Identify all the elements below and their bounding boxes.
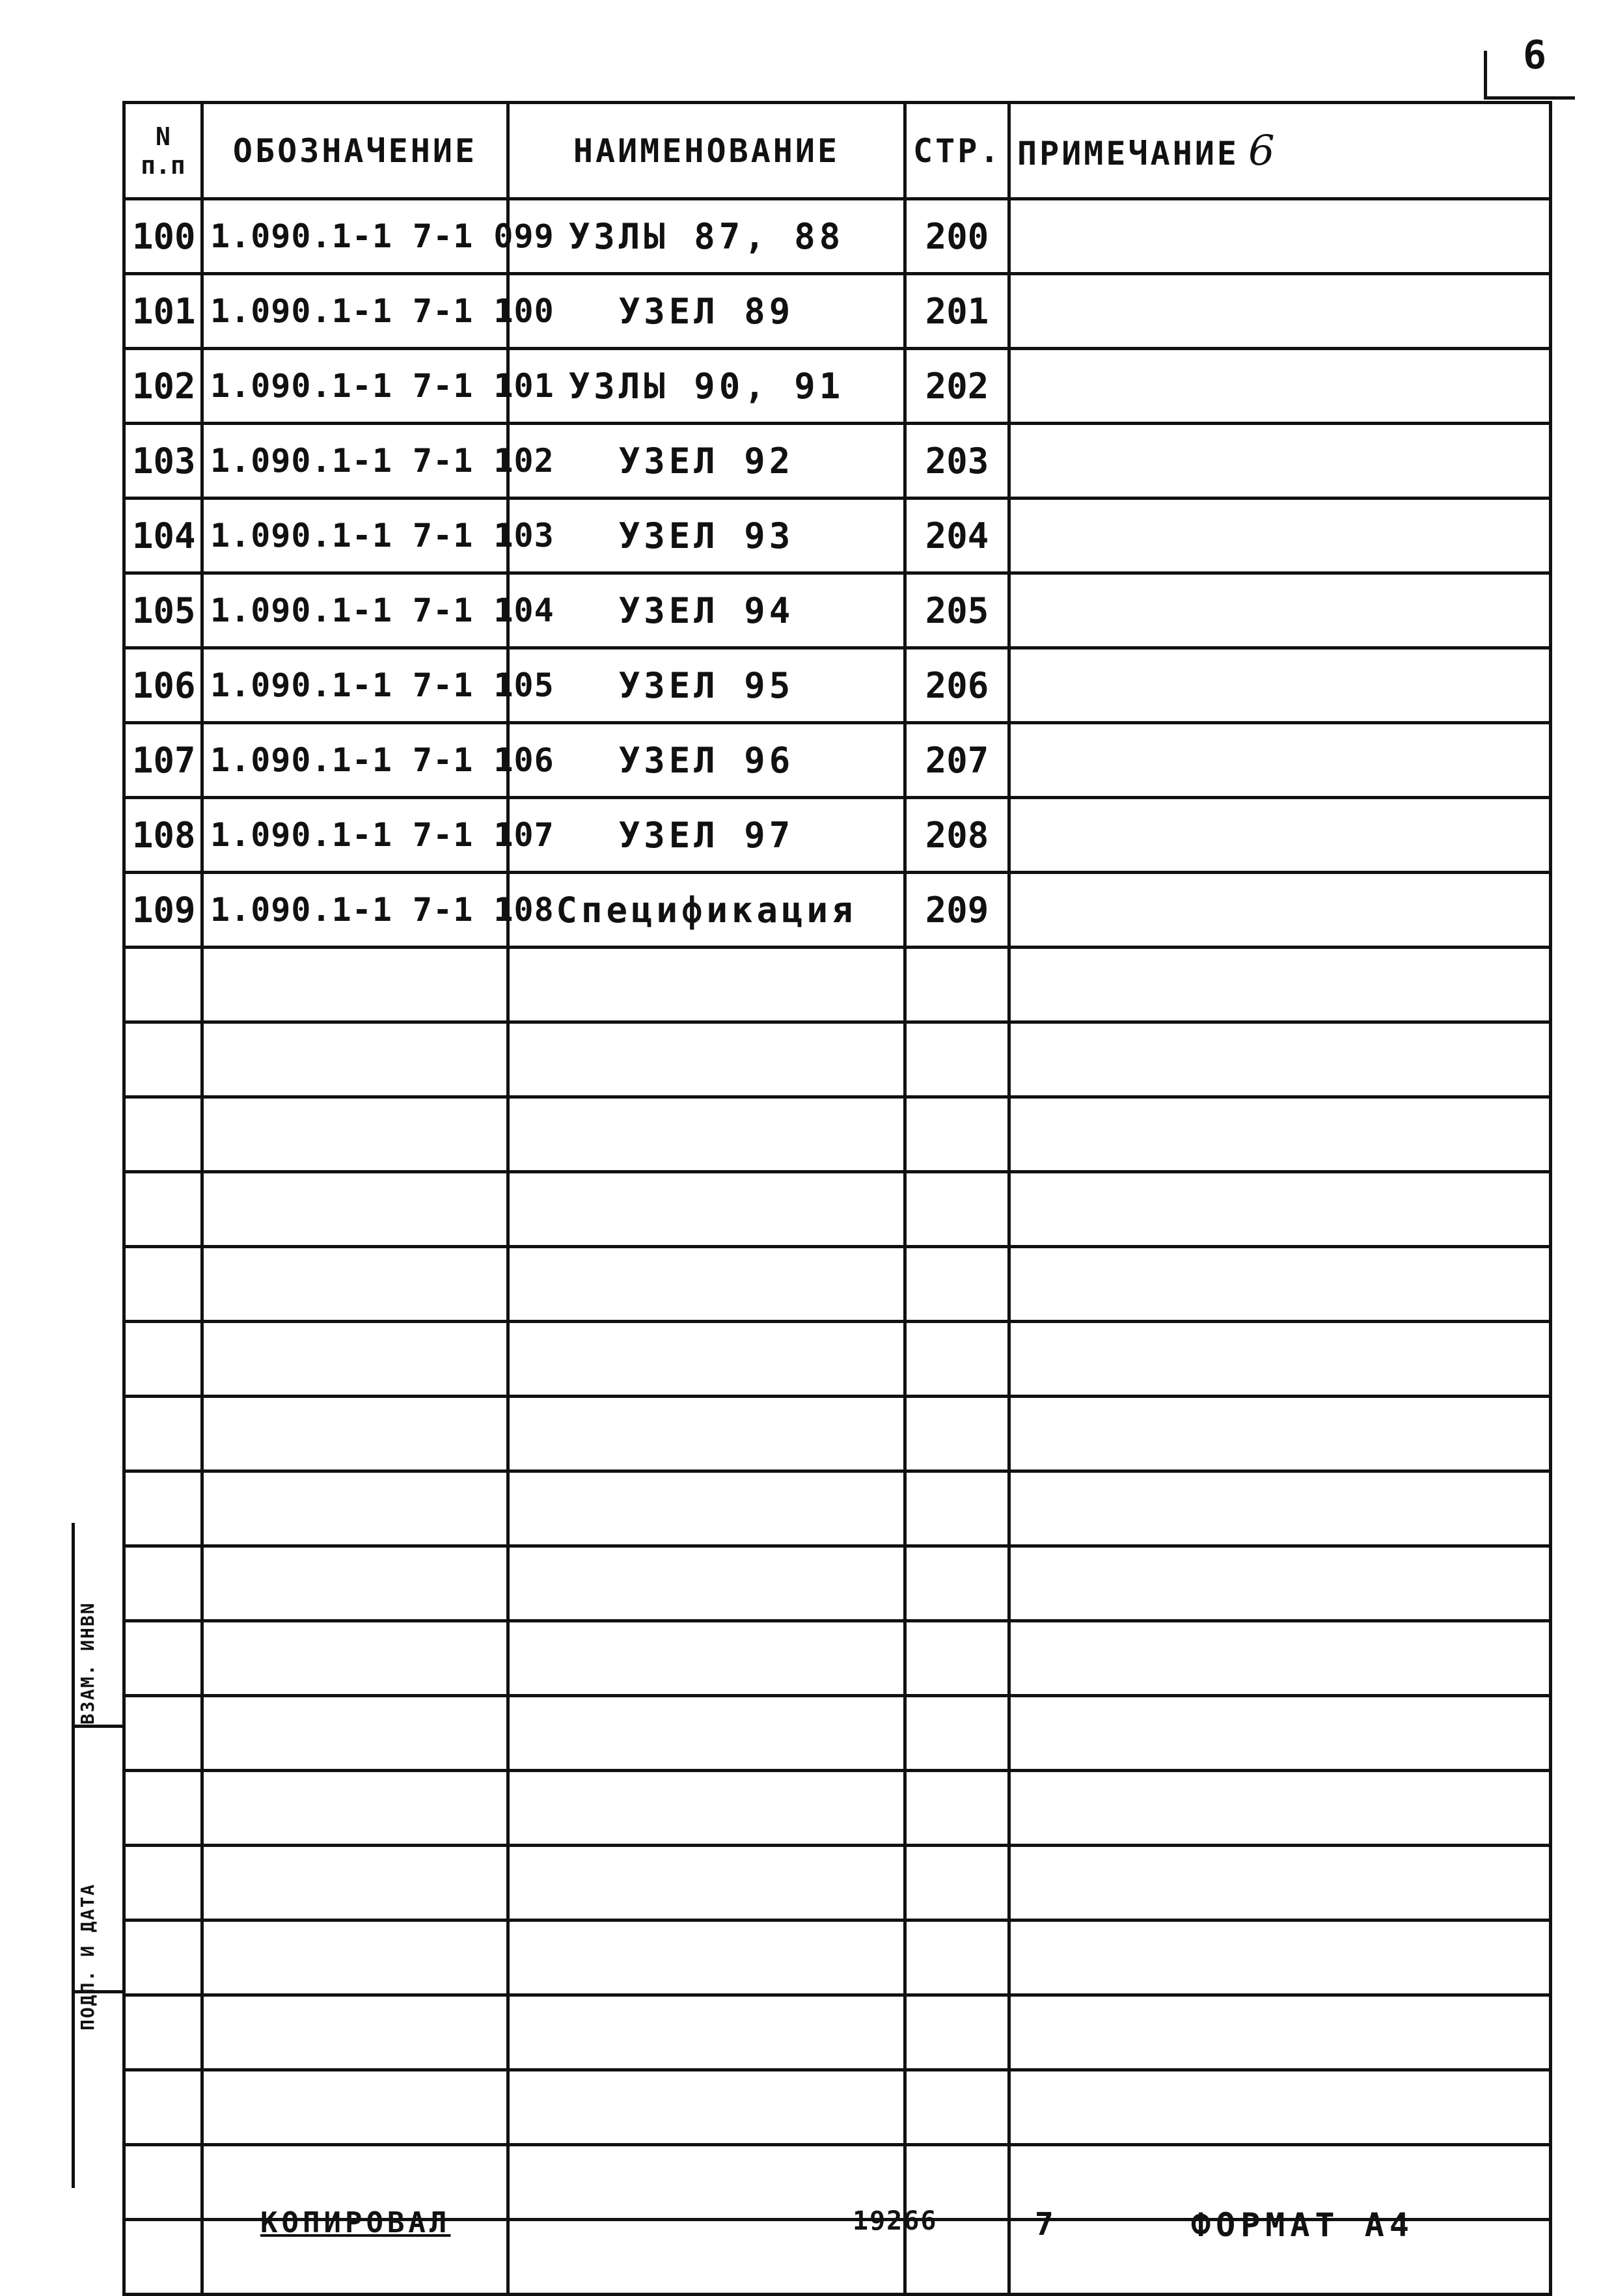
row-number	[124, 1322, 202, 1397]
row-note	[1009, 873, 1551, 948]
table-row	[124, 1022, 1551, 1097]
footer-code: 19266	[853, 2206, 938, 2236]
table-row	[124, 1995, 1551, 2070]
row-code: 1.090.1-1 7-1 099	[202, 199, 508, 274]
row-code	[202, 1771, 508, 1846]
row-code	[202, 1172, 508, 1247]
row-number	[124, 1022, 202, 1097]
sheet-corner-mark	[1484, 33, 1575, 111]
row-page	[905, 2070, 1009, 2145]
header-number	[124, 103, 202, 199]
table-row	[124, 1247, 1551, 1322]
row-page	[905, 1546, 1009, 1621]
row-code	[202, 948, 508, 1022]
row-code: 1.090.1-1 7-1 107	[202, 798, 508, 873]
row-page	[905, 1846, 1009, 1920]
row-note	[1009, 1471, 1551, 1546]
row-code	[202, 2070, 508, 2145]
table-row	[124, 199, 1551, 274]
row-number: 100	[124, 199, 202, 274]
header-number-label: N п.п	[141, 122, 185, 180]
row-code	[202, 1322, 508, 1397]
handwritten-mark: 6	[1248, 126, 1275, 175]
row-note	[1009, 948, 1551, 1022]
row-number: 104	[124, 499, 202, 573]
row-page	[905, 1771, 1009, 1846]
row-name	[508, 1097, 905, 1172]
row-code	[202, 1022, 508, 1097]
table-row	[124, 424, 1551, 499]
row-number	[124, 1696, 202, 1771]
row-note	[1009, 199, 1551, 274]
table-row	[124, 1097, 1551, 1172]
row-page: 207	[905, 723, 1009, 798]
table-row	[124, 1696, 1551, 1771]
table-row	[124, 1771, 1551, 1846]
row-code	[202, 1696, 508, 1771]
row-page	[905, 1247, 1009, 1322]
row-note	[1009, 1022, 1551, 1097]
table-row	[124, 1172, 1551, 1247]
row-note	[1009, 499, 1551, 573]
row-page	[905, 1322, 1009, 1397]
header-page: СТР.	[905, 103, 1009, 199]
row-code: 1.090.1-1 7-1 103	[202, 499, 508, 573]
row-name: УЗЕЛ 95	[508, 648, 905, 723]
table-row	[124, 274, 1551, 349]
table-row	[124, 948, 1551, 1022]
side-strip-divider	[75, 1725, 126, 1728]
row-name	[508, 1696, 905, 1771]
row-number: 109	[124, 873, 202, 948]
row-note	[1009, 1846, 1551, 1920]
row-note	[1009, 424, 1551, 499]
row-code: 1.090.1-1 7-1 108	[202, 873, 508, 948]
row-code	[202, 1247, 508, 1322]
row-name	[508, 1920, 905, 1995]
footer-copied-by: КОПИРОВАЛ	[260, 2206, 451, 2239]
row-page	[905, 948, 1009, 1022]
row-page: 208	[905, 798, 1009, 873]
row-page	[905, 1097, 1009, 1172]
row-name	[508, 2220, 905, 2295]
row-name	[508, 1397, 905, 1471]
row-page: 206	[905, 648, 1009, 723]
table-row	[124, 2070, 1551, 2145]
row-number	[124, 1097, 202, 1172]
row-number: 103	[124, 424, 202, 499]
row-code	[202, 1097, 508, 1172]
table-row	[124, 798, 1551, 873]
side-label-signature-date: ПОДП. И ДАТА	[77, 1883, 98, 2030]
row-number: 102	[124, 349, 202, 424]
row-number	[124, 1621, 202, 1696]
row-code: 1.090.1-1 7-1 100	[202, 274, 508, 349]
row-page	[905, 1920, 1009, 1995]
row-number: 106	[124, 648, 202, 723]
row-number	[124, 2070, 202, 2145]
corner-line	[1484, 96, 1575, 100]
row-number	[124, 1920, 202, 1995]
row-code	[202, 1995, 508, 2070]
row-name	[508, 1247, 905, 1322]
row-number	[124, 1846, 202, 1920]
table-row	[124, 1846, 1551, 1920]
row-page	[905, 1471, 1009, 1546]
row-number	[124, 1247, 202, 1322]
table-row	[124, 1471, 1551, 1546]
row-name	[508, 1022, 905, 1097]
row-code	[202, 1546, 508, 1621]
row-name	[508, 1471, 905, 1546]
row-note	[1009, 1771, 1551, 1846]
row-code: 1.090.1-1 7-1 106	[202, 723, 508, 798]
row-number: 108	[124, 798, 202, 873]
row-page	[905, 1995, 1009, 2070]
row-note	[1009, 1696, 1551, 1771]
side-label-replacement-inventory: ВЗАМ. ИНВN	[77, 1602, 98, 1725]
row-name	[508, 1172, 905, 1247]
row-number	[124, 1995, 202, 2070]
row-number	[124, 1397, 202, 1471]
row-name: УЗЛЫ 87, 88	[508, 199, 905, 274]
row-note	[1009, 723, 1551, 798]
header-code: ОБОЗНАЧЕНИЕ	[202, 103, 508, 199]
table-row	[124, 723, 1551, 798]
row-page	[905, 1397, 1009, 1471]
row-code: 1.090.1-1 7-1 101	[202, 349, 508, 424]
row-page: 200	[905, 199, 1009, 274]
table-row	[124, 1322, 1551, 1397]
row-code: 1.090.1-1 7-1 102	[202, 424, 508, 499]
row-name: УЗЕЛ 93	[508, 499, 905, 573]
row-page: 201	[905, 274, 1009, 349]
row-note	[1009, 274, 1551, 349]
table-row	[124, 1920, 1551, 1995]
row-name: УЗЕЛ 92	[508, 424, 905, 499]
row-note	[1009, 1322, 1551, 1397]
row-name	[508, 948, 905, 1022]
table-row	[124, 499, 1551, 573]
row-page	[905, 1022, 1009, 1097]
row-number: 107	[124, 723, 202, 798]
row-code	[202, 1846, 508, 1920]
row-number	[124, 2145, 202, 2220]
row-name	[508, 1546, 905, 1621]
row-page: 202	[905, 349, 1009, 424]
row-code: 1.090.1-1 7-1 104	[202, 573, 508, 648]
row-name	[508, 2145, 905, 2220]
table-row	[124, 873, 1551, 948]
row-name: УЗЕЛ 97	[508, 798, 905, 873]
table-row	[124, 1397, 1551, 1471]
row-note	[1009, 1920, 1551, 1995]
table-body	[124, 199, 1551, 2295]
row-number	[124, 1471, 202, 1546]
footer-format: ФОРМАТ А4	[1191, 2206, 1414, 2244]
footer-sheet-number: 7	[1035, 2206, 1058, 2243]
row-number	[124, 1546, 202, 1621]
row-note	[1009, 1247, 1551, 1322]
row-name: УЗЛЫ 90, 91	[508, 349, 905, 424]
sheet-corner-number: 6	[1523, 33, 1547, 78]
row-name: УЗЕЛ 89	[508, 274, 905, 349]
row-note	[1009, 1995, 1551, 2070]
table-row	[124, 349, 1551, 424]
contents-table	[122, 101, 1552, 2296]
row-note	[1009, 573, 1551, 648]
row-number	[124, 948, 202, 1022]
table-row	[124, 648, 1551, 723]
row-page: 209	[905, 873, 1009, 948]
row-page	[905, 1172, 1009, 1247]
row-code: 1.090.1-1 7-1 105	[202, 648, 508, 723]
row-page: 203	[905, 424, 1009, 499]
table-row	[124, 1621, 1551, 1696]
row-name: УЗЕЛ 96	[508, 723, 905, 798]
row-code	[202, 1397, 508, 1471]
row-note	[1009, 648, 1551, 723]
row-note	[1009, 798, 1551, 873]
header-name: НАИМЕНОВАНИЕ	[508, 103, 905, 199]
row-note	[1009, 349, 1551, 424]
row-number: 101	[124, 274, 202, 349]
row-note	[1009, 1172, 1551, 1247]
row-code	[202, 1920, 508, 1995]
row-name	[508, 1995, 905, 2070]
row-name	[508, 1322, 905, 1397]
row-number	[124, 2220, 202, 2295]
header-note	[1009, 103, 1551, 199]
row-page	[905, 1696, 1009, 1771]
row-name: УЗЕЛ 94	[508, 573, 905, 648]
row-page: 205	[905, 573, 1009, 648]
row-note	[1009, 1621, 1551, 1696]
row-page	[905, 1621, 1009, 1696]
table-row	[124, 573, 1551, 648]
table-row	[124, 1546, 1551, 1621]
row-note	[1009, 1097, 1551, 1172]
table-header-row	[124, 103, 1551, 199]
row-name: Спецификация	[508, 873, 905, 948]
row-name	[508, 1621, 905, 1696]
row-number: 105	[124, 573, 202, 648]
row-name	[508, 1846, 905, 1920]
row-code	[202, 1471, 508, 1546]
row-number	[124, 1172, 202, 1247]
row-number	[124, 1771, 202, 1846]
row-note	[1009, 2070, 1551, 2145]
row-name	[508, 1771, 905, 1846]
row-page: 204	[905, 499, 1009, 573]
header-note-label: ПРИМЕЧАНИЕ	[1017, 134, 1240, 172]
row-note	[1009, 1546, 1551, 1621]
corner-bar	[1484, 51, 1487, 99]
row-name	[508, 2070, 905, 2145]
row-note	[1009, 1397, 1551, 1471]
row-code	[202, 1621, 508, 1696]
